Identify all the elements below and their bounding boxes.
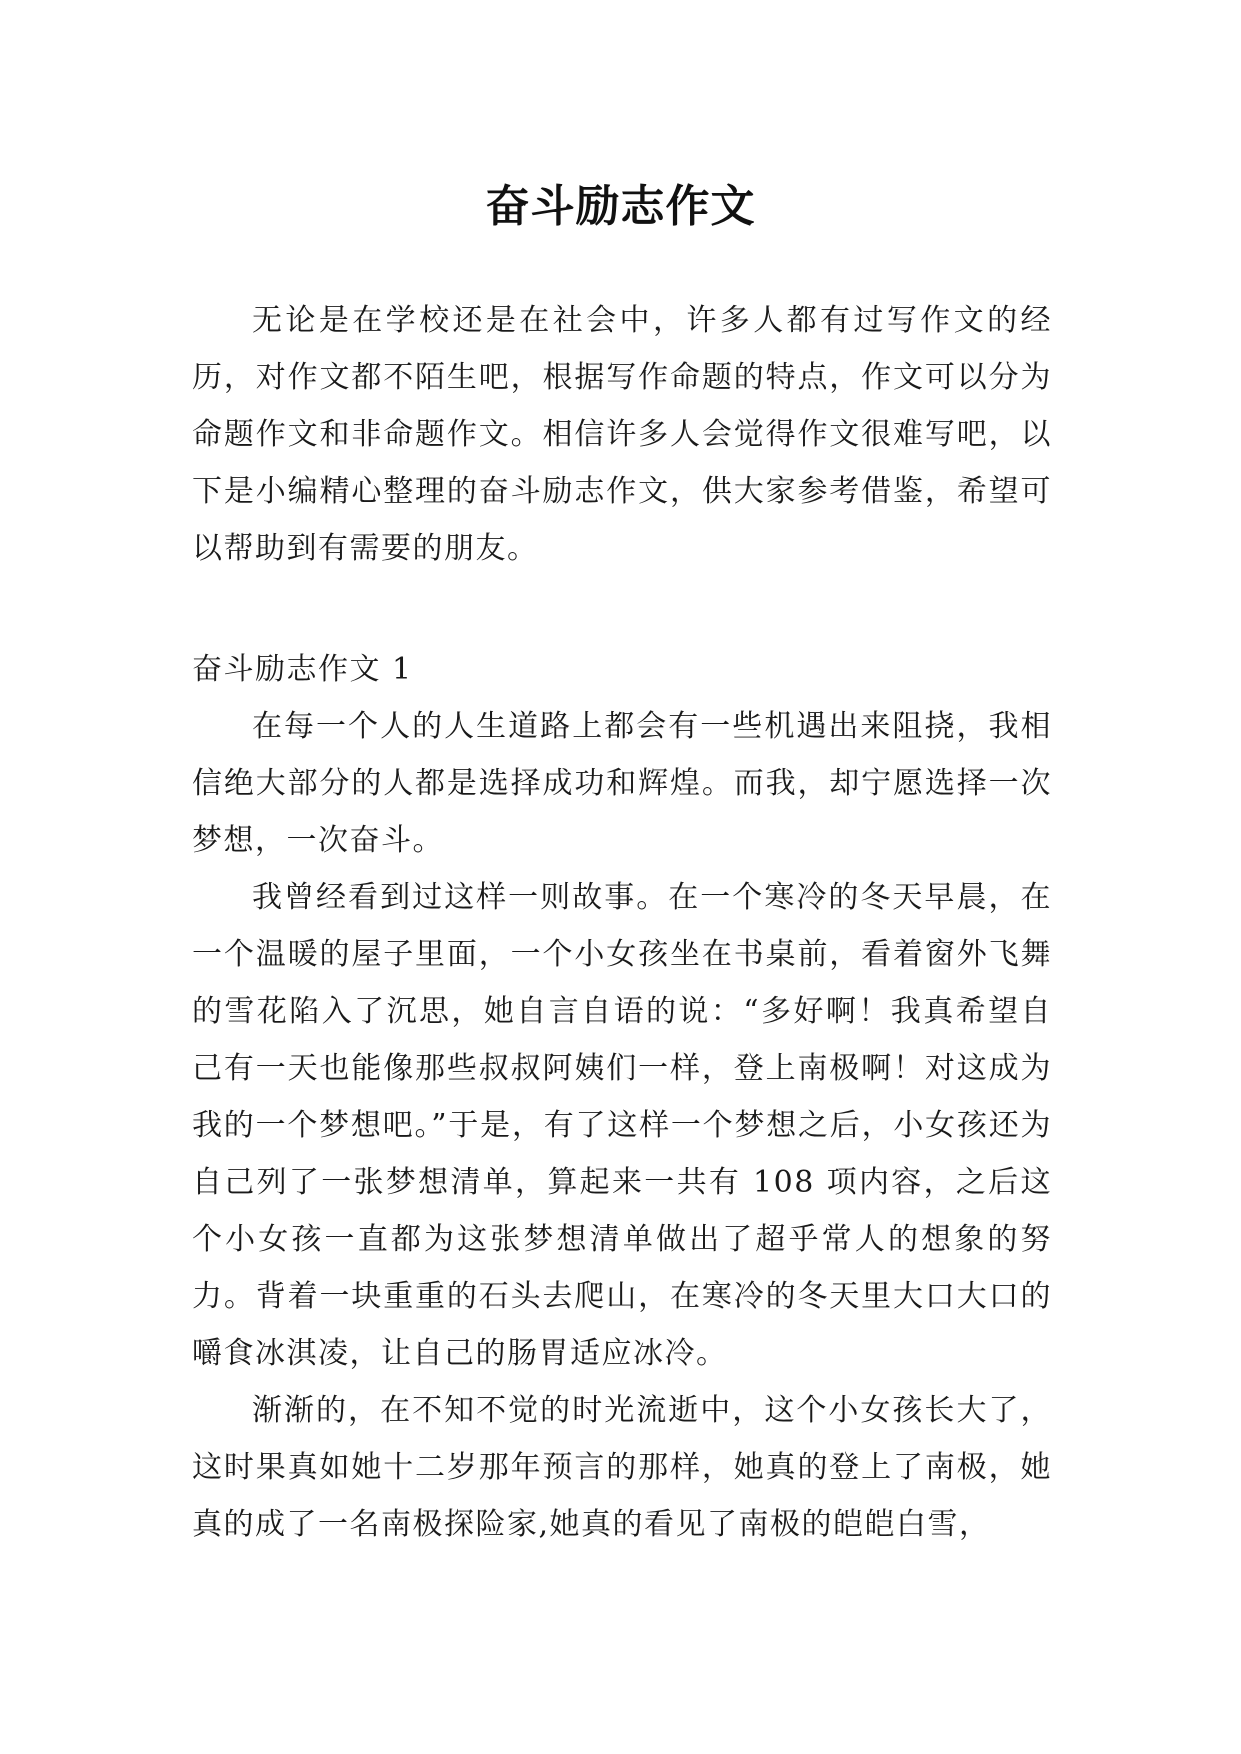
intro-section xyxy=(192,292,1052,577)
essay-body xyxy=(192,698,1052,1553)
intro-paragraph: 无论是在学校还是在社会中，许多人都有过写作文的经历，对作文都不陌生吧，根据写作命题的特点，作文可以分为命题作文和非命题作文。相信许多人会觉得作文很难写吧，以下是小编精心整理的奋斗励志作文，供大家参考借鉴，希望可以帮助到有需要的朋友。 xyxy=(192,303,1052,566)
page-title: 奋斗励志作文 xyxy=(485,181,756,233)
essay-paragraph: 在每一个人的人生道路上都会有一些机遇出来阻挠，我相信绝大部分的人都是选择成功和辉煌。而我，却宁愿选择一次梦想，一次奋斗。 xyxy=(192,709,1052,858)
essay-paragraph: 我曾经看到过这样一则故事。在一个寒冷的冬天早晨，在一个温暖的屋子里面，一个小女孩坐在书桌前，看着窗外飞舞的雪花陷入了沉思，她自言自语的说：“多好啊！我真希望自己有一天也能像那些叔叔阿姨们一样，登上南极啊！对这成为我的一个梦想吧。”于是，有了这样一个梦想之后，小女孩还为自己列了一张梦想清单，算起来一共有 108 项内容，之后这个小女孩一直都为这张梦想清单做出了超乎常人的想象的努力。背着一块重重的石头去爬山，在寒冷的冬天里大口大口的嚼食冰淇凌，让自己的肠胃适应冰冷。 xyxy=(192,880,1052,1371)
essay-paragraph: 渐渐的，在不知不觉的时光流逝中，这个小女孩长大了，这时果真如她十二岁那年预言的那样，她真的登上了南极，她真的成了一名南极探险家,她真的看见了南极的皑皑白雪， xyxy=(192,1393,1052,1542)
section-heading: 奋斗励志作文 1 xyxy=(192,652,413,687)
